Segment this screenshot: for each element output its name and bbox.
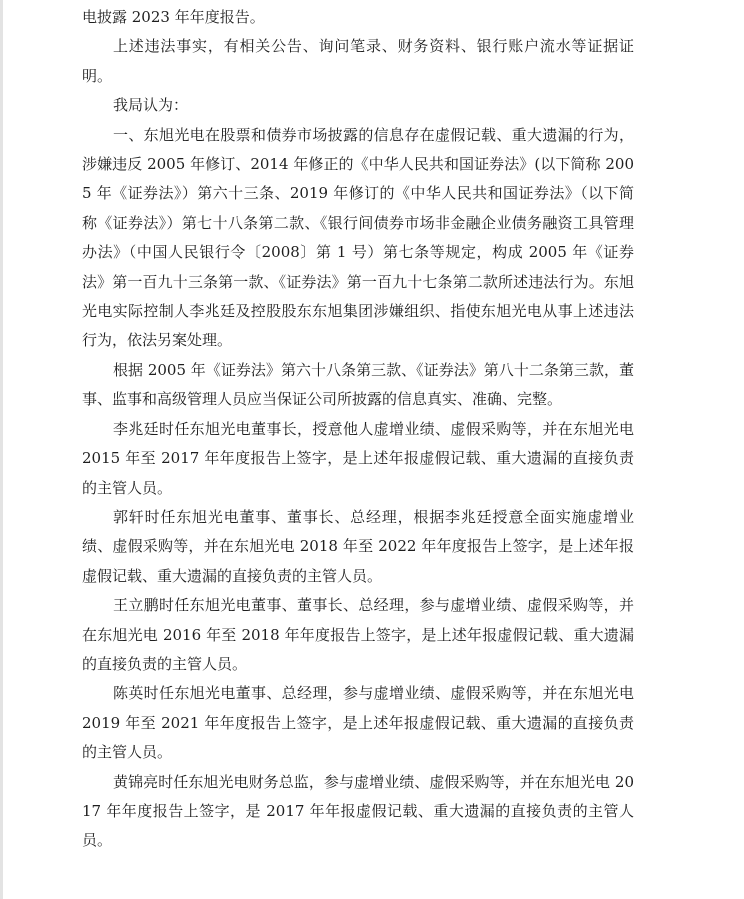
page-left-edge [0, 0, 3, 899]
paragraph-wang-lipeng: 王立鹏时任东旭光电董事、董事长、总经理，参与虚增业绩、虚假采购等，并在东旭光电 2016 年至 2018 年年度报告上签字，是上述年报虚假记载、重大遗漏的直接负责的主管人员。 [82, 596, 634, 673]
paragraph-evidence: 上述违法事实，有相关公告、询问笔录、财务资料、银行账户流水等证据证明。 [82, 37, 634, 85]
paragraph-li-zhaoting: 李兆廷时任东旭光电董事长，授意他人虚增业绩、虚假采购等，并在东旭光电 2015 年至 2017 年年度报告上签字，是上述年报虚假记载、重大遗漏的直接负责的主管人员。 [82, 419, 634, 497]
paragraph-legal-basis: 根据 2005 年《证券法》第六十八条第三款、《证券法》第八十二条第三款，董事、监事和高级管理人员应当保证公司所披露的信息真实、准确、完整。 [82, 360, 634, 409]
paragraph-bureau-opinion-heading: 我局认为： [113, 96, 189, 115]
paragraph-continuation: 电披露 2023 年年度报告。 [82, 8, 265, 26]
paragraph-huang-jinliang: 黄锦亮时任东旭光电财务总监，参与虚增业绩、虚假采购等，并在东旭光电 2017 年年度报告上签字，是 2017 年年报虚假记载、重大遗漏的直接负责的主管人员。 [82, 772, 634, 850]
paragraph-chen-ying: 陈英时任东旭光电董事、总经理，参与虚增业绩、虚假采购等，并在东旭光电 2019 年至 2021 年年度报告上签字，是上述年报虚假记载、重大遗漏的直接负责的主管人员。 [82, 684, 634, 762]
paragraph-violation-finding: 一、东旭光电在股票和债券市场披露的信息存在虚假记载、重大遗漏的行为，涉嫌违反 2005 年修订、2014 年修正的《中华人民共和国证券法》(以下简称 2005 年《证券法》）第六十三条、2019 年修订的《中华人民共和国证券法》（以下简称《证券法》）第七十八条第二款、《银行间债券市场非金融企业债务融资工具管理办法》（中国人民银行令〔2008〕第 1 号）第七条等规定，构成 2005 年《证券法》第一百九十三条第一款、《证券法》第一百九十七条第二款所述违法行为。东旭光电实际控制人李兆廷及控股股东东旭集团涉嫌组织、指使东旭光电从事上述违法行为，依法另案处理。 [82, 125, 634, 350]
paragraph-guo-xuan: 郭轩时任东旭光电董事、董事长、总经理，根据李兆廷授意全面实施虚增业绩、虚假采购等，并在东旭光电 2018 年至 2022 年年度报告上签字，是上述年报虚假记载、重大遗漏的直接负责的主管人员。 [82, 507, 634, 585]
document-page [82, 3, 634, 856]
